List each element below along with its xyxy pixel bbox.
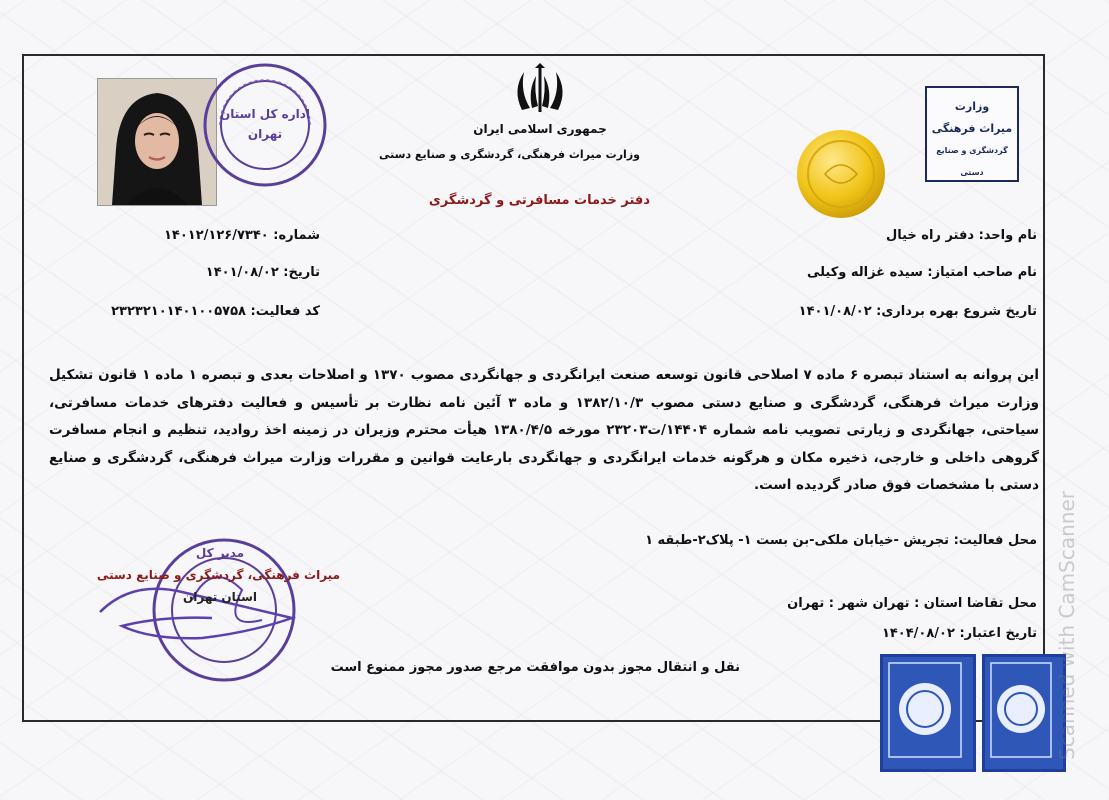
request-location-value: استان : تهران شهر : تهران (787, 596, 963, 611)
start-date-row (799, 304, 1037, 319)
validity-value: ۱۴۰۴/۰۸/۰۲ (881, 626, 955, 641)
activity-location-row (645, 533, 1037, 548)
office-stamp-line1: اداره کل استان (220, 107, 310, 121)
ministry-logo-line2: میراث فرهنگی (931, 122, 1013, 135)
office-stamp (200, 60, 330, 190)
republic-heading: جمهوری اسلامی ایران (473, 122, 607, 136)
date-label: تاریخ: (283, 265, 320, 280)
ministry-logo (925, 86, 1019, 182)
request-location-row (787, 596, 1037, 611)
number-row (160, 228, 320, 243)
iran-emblem-icon (510, 62, 570, 118)
transfer-note: نقل و انتقال مجوز بدون موافقت مرجع صدور مجوز ممنوع است (330, 660, 740, 675)
unit-name-row (886, 228, 1037, 243)
number-value: ۱۴۰۱۲/۱۲۶/۷۳۴۰ (164, 228, 269, 243)
activity-code-row (111, 304, 320, 319)
license-paragraph: این پروانه به استناد تبصره ۶ ماده ۷ اصلاحی قانون توسعه صنعت ایرانگردی و جهانگردی مصوب ۱۳۷۰ و اصلاحات بعدی و تبصره ۱ ماده ۱ قانون تشکیل وزارت میراث فرهنگی، گردشگری و صنایع دستی مصوب ۱۳۸۲/۱۰/۳ و ماده ۳ آئین نامه نظارت بر تأسیس و فعالیت دفترهای خدمات مسافرتی، سیاحتی، جهانگردی و زیارتی تصویب نامه شماره ۱۴۴۰۴/ت۲۳۲۰۳ مورخه ۱۳۸۰/۴/۵ هیأت محترم وزیران در زمینه اخذ روادید، تنظیم و انجام مسافرت گروهی داخلی و خارجی، ذخیره مکان و هرگونه خدمات ایرانگردی و جهانگردی بارعایت قوانین و مقررات وزارت میراث فرهنگی، گردشگری و صنایع دستی با مشخصات فوق صادر گردیده است. (49, 367, 1039, 493)
office-type-title: دفتر خدمات مسافرتی و گردشگری (428, 193, 650, 208)
activity-location-value: تجریش -خیابان ملکی-بن بست ۱- پلاک۲-طبقه ۱ (645, 533, 950, 548)
activity-code-value: ۲۳۲۳۲۱۰۱۴۰۱۰۰۵۷۵۸ (111, 304, 246, 319)
ministry-logo-line1: وزارت (954, 100, 990, 113)
date-row (160, 265, 320, 280)
date-value: ۱۴۰۱/۰۸/۰۲ (205, 265, 279, 280)
holder-value: سیده غزاله وکیلی (806, 265, 923, 280)
activity-location-label: محل فعالیت: (953, 533, 1037, 548)
ministry-logo-line3: گردشگری و صنایع دستی (936, 146, 1008, 177)
validity-row (882, 626, 1037, 641)
signature-line3: استان تهران (183, 590, 257, 604)
signature-line2: میراث فرهنگی، گردشگری و صنایع دستی (96, 568, 340, 582)
signature-title (96, 542, 340, 608)
holder-label: نام صاحب امتیاز: (927, 265, 1037, 280)
office-stamp-line2: تهران (247, 127, 283, 141)
holder-photo (97, 78, 217, 206)
activity-code-label: کد فعالیت: (250, 304, 320, 319)
number-label: شماره: (273, 228, 320, 243)
start-date-value: ۱۴۰۱/۰۸/۰۲ (798, 304, 872, 319)
unit-name-label: نام واحد: (978, 228, 1037, 243)
revenue-stamp-left (880, 654, 976, 772)
gold-seal-icon (795, 128, 887, 220)
ministry-heading: وزارت میراث فرهنگی، گردشگری و صنایع دستی (379, 148, 640, 161)
revenue-stamp-right (982, 654, 1066, 772)
holder-row (807, 265, 1037, 280)
unit-name-value: دفتر راه خیال (885, 228, 975, 243)
request-location-label: محل تقاضا (966, 596, 1037, 611)
validity-label: تاریخ اعتبار: (959, 626, 1037, 641)
signature-line1: مدیر کل (195, 546, 245, 560)
start-date-label: تاریخ شروع بهره برداری: (876, 304, 1037, 319)
scanner-watermark: Scanned with CamScanner (1055, 491, 1079, 760)
